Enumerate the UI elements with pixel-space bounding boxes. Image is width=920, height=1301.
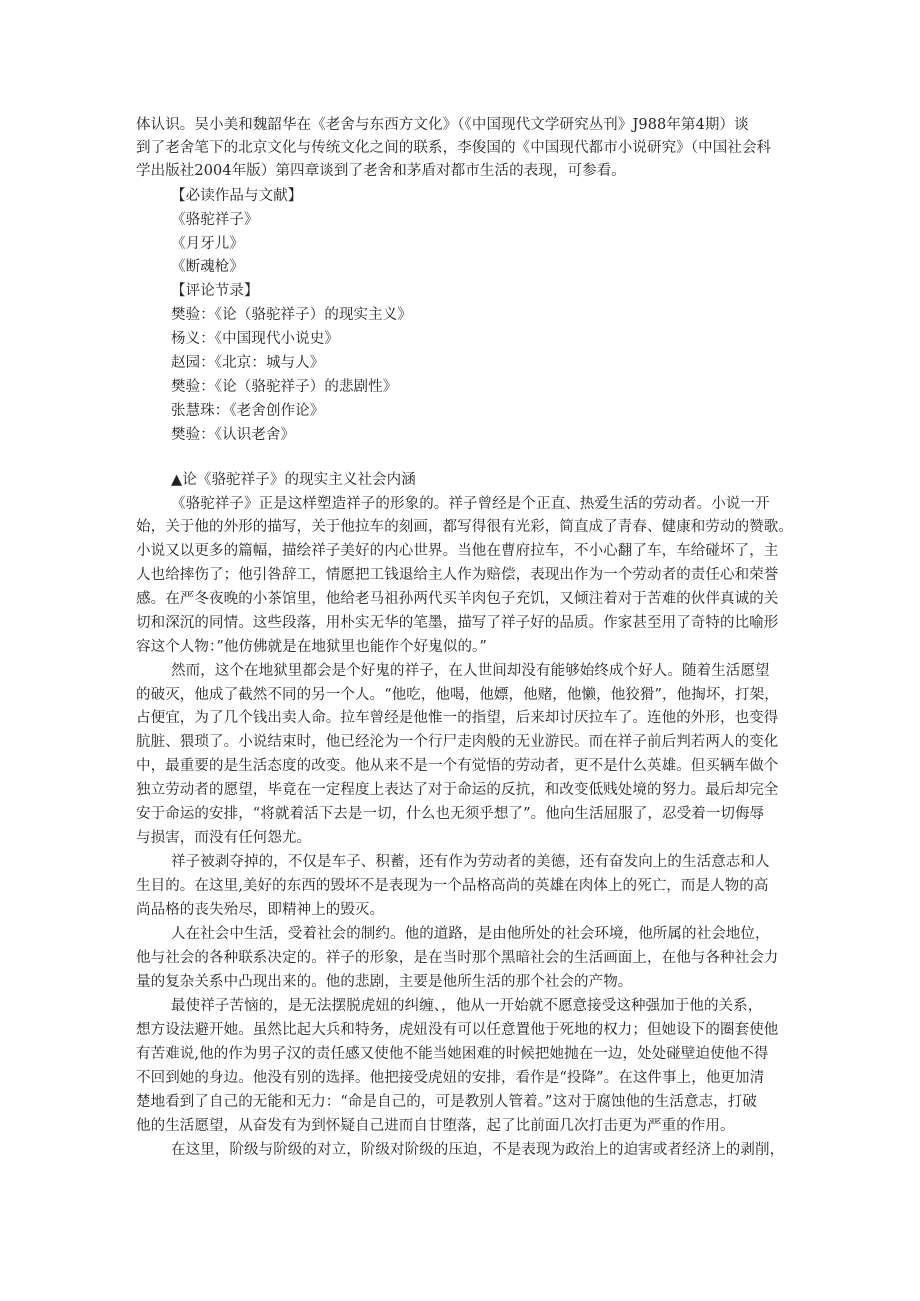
essay-line: 想方设法避开她。虽然比起大兵和特务，虎妞没有可以任意置他于死地的权力；但她设下的圈套使他	[136, 1022, 779, 1038]
essay-line: 占便宜，为了几个钱出卖人命。拉车曾经是他惟一的指望，后来却讨厌拉车了。连他的外形，也变得	[136, 710, 779, 726]
essay-line: 感。在严冬夜晚的小茶馆里，他给老马祖孙两代买羊肉包子充饥，又倾注着对于苦难的伙伴真诚的关	[136, 591, 779, 607]
essay-line: 的破灭，他成了截然不同的另一个人。“他吃，他喝，他嫖，他赌，他懒，他狡猾”，他掏坏，打架，	[136, 687, 779, 703]
essay-line: 独立劳动者的愿望，毕竟在一定程度上表达了对于命运的反抗，和改变低贱处境的努力。最后却完全	[136, 782, 779, 798]
reading-item: 《骆驼祥子》	[171, 212, 259, 228]
essay-line: 肮脏、猥琐了。小说结束时，他已经沦为一个行尸走肉般的无业游民。而在祥子前后判若两人的变化	[136, 734, 779, 750]
essay-line: 有苦难说,他的作为男子汉的责任感又使他不能当她困难的时候把她抛在一边，处处碰壁迫使他不得	[136, 1046, 769, 1062]
essay-line: 容这个人物：”他仿佛就是在地狱里也能作个好鬼似的。”	[136, 639, 487, 655]
intro-line: 学出版社2004年版）第四章谈到了老舍和茅盾对都市生活的表现，可参看。	[136, 163, 626, 179]
essay-line: 量的复杂关系中凸现出来的。他的悲剧，主要是他所生活的那个社会的产物。	[136, 974, 633, 990]
review-item: 杨义：《中国现代小说史》	[171, 331, 339, 347]
reviews-heading: 【评论节录】	[171, 283, 259, 299]
essay-line: 人也给摔伤了；他引咎辞工，情愿把工钱退给主人作为赔偿，表现出作为一个劳动者的责任心和荣誉	[136, 567, 779, 583]
essay-line: 他与社会的各种联系决定的。祥子的形象，是在当时那个黑暗社会的生活画面上，在他与各种社会力	[136, 950, 779, 966]
essay-line: 楚地看到了自己的无能和无力：“命是自己的，可是教别人管着。”这对于腐蚀他的生活意志，打破	[136, 1094, 757, 1110]
essay-line: 人在社会中生活，受着社会的制约。他的道路，是由他所处的社会环境，他所属的社会地位，	[171, 926, 770, 942]
essay-line: 最使祥子苦恼的，是无法摆脱虎妞的纠缠、，他从一开始就不愿意接受这种强加于他的关系，	[171, 998, 763, 1014]
review-item: 张慧珠：《老舍创作论》	[171, 403, 325, 419]
reading-item: 《断魂枪》	[171, 259, 244, 275]
essay-line: 《骆驼祥子》正是这样塑造祥子的形象的。祥子曾经是个正直、热爱生活的劳动者。小说一开	[171, 496, 770, 512]
review-item: 樊验：《认识老舍》	[171, 427, 296, 443]
review-item: 赵园：《北京：城与人》	[171, 355, 325, 371]
intro-line: 到了老舍笔下的北京文化与传统文化之间的联系，李俊国的《中国现代都市小说研究》（中国社会科	[136, 140, 772, 156]
essay-line: 尚品格的丧失殆尽，即精神上的毁灭。	[136, 902, 385, 918]
essay-line: 中，最重要的是生活态度的改变。他从来不是一个有觉悟的劳动者，更不是什么英雄。但买辆车做个	[136, 758, 779, 774]
readings-heading: 【必读作品与文献】	[171, 188, 303, 204]
essay-line: 祥子被剥夺掉的，不仅是车子、积蓄，还有作为劳动者的美德，还有奋发向上的生活意志和人	[171, 854, 770, 870]
essay-line: 他的生活愿望，从奋发有为到怀疑自己进而自甘堕落，起了比前面几次打击更为严重的作用。	[136, 1118, 735, 1134]
reading-item: 《月牙儿》	[171, 236, 244, 252]
essay-line: 切和深沉的同情。这些段落，用朴实无华的笔墨，描写了祥子好的品质。作家甚至用了奇特的比喻形	[136, 615, 779, 631]
essay-line: 安于命运的安排，“将就着活下去是一切，什么也无须乎想了”。他向生活屈服了，忍受着一切侮辱	[136, 806, 765, 822]
intro-line: 体认识。吴小美和魏韶华在《老舍与东西方文化》（《中国现代文学研究丛刊》J988年第4期）谈	[136, 117, 749, 133]
essay-line: 生目的。在这里,美好的东西的毁坏不是表现为一个品格高尚的英雄在肉体上的死亡，而是人物的高	[136, 878, 769, 894]
review-item: 樊验：《论（骆驼祥子）的现实主义》	[171, 307, 412, 323]
essay-line: 在这里，阶级与阶级的对立，阶级对阶级的压迫，不是表现为政治上的迫害或者经济上的剥削，	[171, 1142, 785, 1158]
essay-line: 小说又以更多的篇幅，描绘祥子美好的内心世界。当他在曹府拉车，不小心翻了车，车给碰坏了，主	[136, 543, 779, 559]
essay-line: 然而，这个在地狱里都会是个好鬼的祥子，在人世间却没有能够始终成个好人。随着生活愿望	[171, 663, 770, 679]
review-item: 樊验：《论（骆驼祥子）的悲剧性》	[171, 379, 398, 395]
essay-line: 与损害，而没有任何怨尤。	[136, 830, 312, 846]
essay-line: 不回到她的身边。他没有别的选择。他把接受虎妞的安排，看作是“投降”。在这件事上，他更加清	[136, 1070, 765, 1086]
essay-title: ▲论《骆驼祥子》的现实主义社会内涵	[171, 472, 416, 488]
essay-line: 始，关于他的外形的描写，关于他拉车的刻画，都写得很有光彩，简直成了青春、健康和劳动的赞歌。	[136, 519, 793, 535]
